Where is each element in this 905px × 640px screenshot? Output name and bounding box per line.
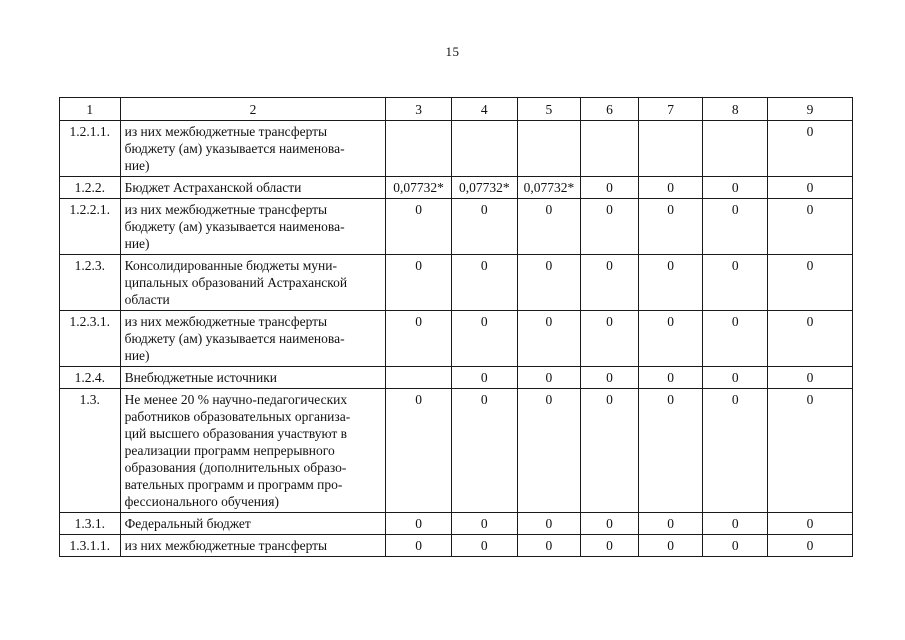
value-cell: 0 xyxy=(451,311,517,367)
description-line: фессионального обучения) xyxy=(124,494,279,509)
value-cell: 0 xyxy=(703,389,768,513)
value-cell: 0 xyxy=(451,199,517,255)
value-cell: 0 xyxy=(638,389,703,513)
row-description xyxy=(120,367,386,389)
row-number: 1.3.1. xyxy=(60,513,121,535)
value-cell: 0 xyxy=(581,367,639,389)
value-cell xyxy=(386,367,452,389)
value-cell xyxy=(638,121,703,177)
budget-table xyxy=(59,97,853,557)
row-description xyxy=(120,389,386,513)
value-cell: 0 xyxy=(703,535,768,557)
value-cell: 0 xyxy=(703,513,768,535)
description-line: реализации программ непрерывного xyxy=(124,443,335,458)
table-row xyxy=(60,513,853,535)
column-header: 5 xyxy=(517,98,581,121)
value-cell: 0 xyxy=(517,389,581,513)
row-number: 1.2.3. xyxy=(60,255,121,311)
description-line: из них межбюджетные трансферты xyxy=(124,202,328,217)
table-row xyxy=(60,177,853,199)
description-line: ципальных образований Астраханской xyxy=(124,275,348,290)
value-cell: 0 xyxy=(638,535,703,557)
value-cell: 0 xyxy=(451,513,517,535)
value-cell: 0 xyxy=(638,513,703,535)
table-body xyxy=(60,121,853,557)
column-header: 9 xyxy=(768,98,853,121)
table-header-row xyxy=(60,98,853,121)
value-cell: 0 xyxy=(768,367,853,389)
description-line: бюджету (ам) указывается наименова- xyxy=(124,141,345,156)
description-line: Не менее 20 % научно-педагогических xyxy=(124,392,348,407)
value-cell: 0 xyxy=(386,389,452,513)
row-number: 1.2.2. xyxy=(60,177,121,199)
description-line: Федеральный бюджет xyxy=(124,516,251,531)
row-description xyxy=(120,513,386,535)
value-cell: 0 xyxy=(581,177,639,199)
value-cell: 0 xyxy=(768,513,853,535)
description-line: Внебюджетные источники xyxy=(124,370,278,385)
value-cell: 0,07732* xyxy=(386,177,452,199)
row-number: 1.2.4. xyxy=(60,367,121,389)
value-cell: 0 xyxy=(581,389,639,513)
value-cell: 0 xyxy=(517,311,581,367)
row-number: 1.2.1.1. xyxy=(60,121,121,177)
description-line: бюджету (ам) указывается наименова- xyxy=(124,331,345,346)
value-cell: 0 xyxy=(386,311,452,367)
table-row xyxy=(60,389,853,513)
value-cell: 0 xyxy=(703,177,768,199)
value-cell xyxy=(386,121,452,177)
page-number: 15 xyxy=(445,44,460,59)
row-description xyxy=(120,199,386,255)
value-cell: 0 xyxy=(517,535,581,557)
value-cell: 0 xyxy=(703,311,768,367)
table-row xyxy=(60,311,853,367)
column-header: 1 xyxy=(60,98,121,121)
description-line: Бюджет Астраханской области xyxy=(124,180,302,195)
description-line: Консолидированные бюджеты муни- xyxy=(124,258,337,273)
row-number: 1.3. xyxy=(60,389,121,513)
row-description xyxy=(120,311,386,367)
description-line: из них межбюджетные трансферты xyxy=(124,314,328,329)
value-cell: 0 xyxy=(768,255,853,311)
row-description xyxy=(120,535,386,557)
value-cell xyxy=(581,121,639,177)
value-cell: 0 xyxy=(386,535,452,557)
description-line: ние) xyxy=(124,236,150,251)
description-line: из них межбюджетные трансферты xyxy=(124,124,328,139)
description-line: ние) xyxy=(124,348,150,363)
table-row xyxy=(60,121,853,177)
value-cell: 0 xyxy=(517,513,581,535)
value-cell xyxy=(703,121,768,177)
value-cell xyxy=(451,121,517,177)
value-cell: 0 xyxy=(386,199,452,255)
description-line: вательных программ и программ про- xyxy=(124,477,343,492)
table-row xyxy=(60,367,853,389)
value-cell: 0 xyxy=(517,199,581,255)
value-cell: 0 xyxy=(703,255,768,311)
value-cell: 0 xyxy=(581,311,639,367)
value-cell: 0 xyxy=(768,199,853,255)
value-cell: 0 xyxy=(768,311,853,367)
row-number: 1.2.2.1. xyxy=(60,199,121,255)
value-cell: 0 xyxy=(451,389,517,513)
column-header: 3 xyxy=(386,98,452,121)
description-line: области xyxy=(124,292,170,307)
value-cell: 0 xyxy=(768,121,853,177)
value-cell: 0 xyxy=(581,255,639,311)
value-cell: 0,07732* xyxy=(451,177,517,199)
description-line: ций высшего образования участвуют в xyxy=(124,426,348,441)
value-cell: 0 xyxy=(517,255,581,311)
value-cell: 0 xyxy=(768,177,853,199)
description-line: работников образовательных организа- xyxy=(124,409,351,424)
value-cell: 0 xyxy=(703,367,768,389)
value-cell: 0 xyxy=(703,199,768,255)
column-header: 2 xyxy=(120,98,386,121)
value-cell: 0 xyxy=(581,199,639,255)
value-cell xyxy=(517,121,581,177)
row-description xyxy=(120,177,386,199)
value-cell: 0 xyxy=(451,255,517,311)
value-cell: 0 xyxy=(768,535,853,557)
row-number: 1.2.3.1. xyxy=(60,311,121,367)
column-header: 4 xyxy=(451,98,517,121)
description-line: образования (дополнительных образо- xyxy=(124,460,347,475)
value-cell: 0,07732* xyxy=(517,177,581,199)
value-cell: 0 xyxy=(451,535,517,557)
table-row xyxy=(60,199,853,255)
value-cell: 0 xyxy=(638,367,703,389)
row-number: 1.3.1.1. xyxy=(60,535,121,557)
value-cell: 0 xyxy=(386,255,452,311)
table-row xyxy=(60,535,853,557)
value-cell: 0 xyxy=(638,199,703,255)
value-cell: 0 xyxy=(581,535,639,557)
description-line: бюджету (ам) указывается наименова- xyxy=(124,219,345,234)
row-description xyxy=(120,121,386,177)
table-row xyxy=(60,255,853,311)
value-cell: 0 xyxy=(768,389,853,513)
row-description xyxy=(120,255,386,311)
value-cell: 0 xyxy=(638,311,703,367)
value-cell: 0 xyxy=(638,177,703,199)
value-cell: 0 xyxy=(451,367,517,389)
value-cell: 0 xyxy=(386,513,452,535)
value-cell: 0 xyxy=(517,367,581,389)
column-header: 6 xyxy=(581,98,639,121)
column-header: 7 xyxy=(638,98,703,121)
column-header: 8 xyxy=(703,98,768,121)
description-line: из них межбюджетные трансферты xyxy=(124,538,328,553)
value-cell: 0 xyxy=(638,255,703,311)
value-cell: 0 xyxy=(581,513,639,535)
description-line: ние) xyxy=(124,158,150,173)
